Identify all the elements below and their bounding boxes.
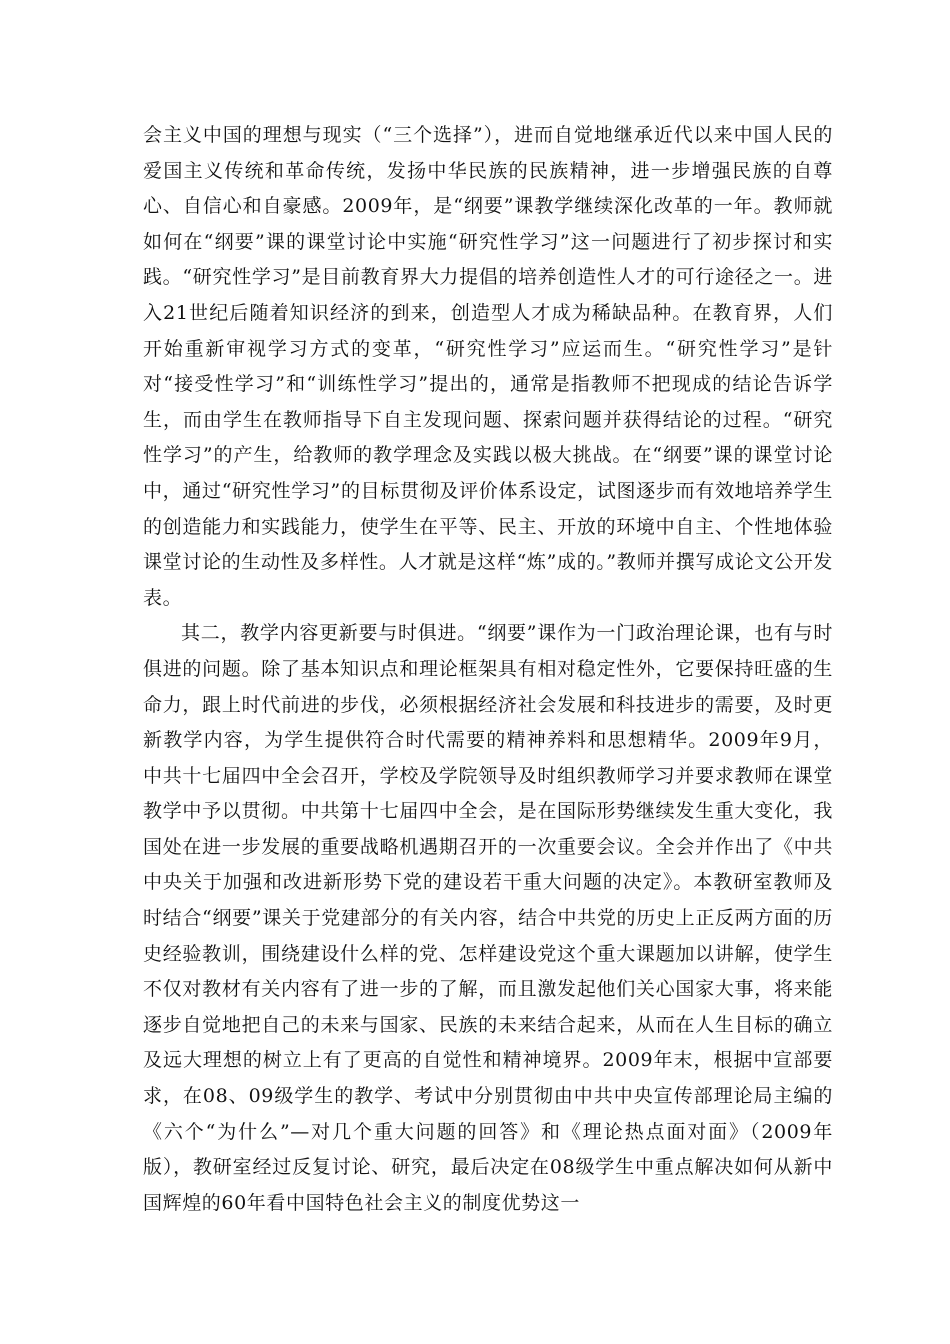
paragraph-1: 会主义中国的理想与现实（“三个选择”），进而自觉地继承近代以来中国人民的爱国主义传统和革命传统，发扬中华民族的民族精神，进一步增强民族的自尊心、自信心和自豪感。2009年，是“纲要”课教学继续深化改革的一年。教师就如何在“纲要”课的课堂讨论中实施“研究性学习”这一问题进行了初步探讨和实践。“研究性学习”是目前教育界大力提倡的培养创造性人才的可行途径之一。进入21世纪后随着知识经济的到来，创造型人才成为稀缺品种。在教育界，人们开始重新审视学习方式的变革，“研究性学习”应运而生。“研究性学习”是针对“接受性学习”和“训练性学习”提出的，通常是指教师不把现成的结论告诉学生，而由学生在教师指导下自主发现问题、探索问题并获得结论的过程。“研究性学习”的产生，给教师的教学理念及实践以极大挑战。在“纲要”课的课堂讨论中，通过“研究性学习”的目标贯彻及评价体系设定，试图逐步而有效地培养学生的创造能力和实践能力，使学生在平等、民主、开放的环境中自主、个性地体验课堂讨论的生动性及多样性。人才就是这样“炼”成的。”教师并撰写成论文公开发表。 — [143, 124, 833, 609]
document-body — [143, 118, 833, 1221]
paragraph-2: 其二，教学内容更新要与时俱进。“纲要”课作为一门政治理论课，也有与时俱进的问题。除了基本知识点和理论框架具有相对稳定性外，它要保持旺盛的生命力，跟上时代前进的步伐，必须根据经济社会发展和科技进步的需要，及时更新教学内容，为学生提供符合时代需要的精神养料和思想精华。2009年9月，中共十七届四中全会召开，学校及学院领导及时组织教师学习并要求教师在课堂教学中予以贯彻。中共第十七届四中全会，是在国际形势继续发生重大变化，我国处在进一步发展的重要战略机遇期召开的一次重要会议。全会并作出了《中共中央关于加强和改进新形势下党的建设若干重大问题的决定》。本教研室教师及时结合“纲要”课关于党建部分的有关内容，结合中共党的历史上正反两方面的历史经验教训，围绕建设什么样的党、怎样建设党这个重大课题加以讲解，使学生不仅对教材有关内容有了进一步的了解，而且激发起他们关心国家大事，将来能逐步自觉地把自己的未来与国家、民族的未来结合起来，从而在人生目标的确立及远大理想的树立上有了更高的自觉性和精神境界。2009年末，根据中宣部要求，在08、09级学生的教学、考试中分别贯彻由中共中央宣传部理论局主编的《六个“为什么”—对几个重大问题的回答》和《理论热点面对面》（2009年版），教研室经过反复讨论、研究，最后决定在08级学生中重点解决如何从新中国辉煌的60年看中国特色社会主义的制度优势这一 — [143, 622, 833, 1214]
